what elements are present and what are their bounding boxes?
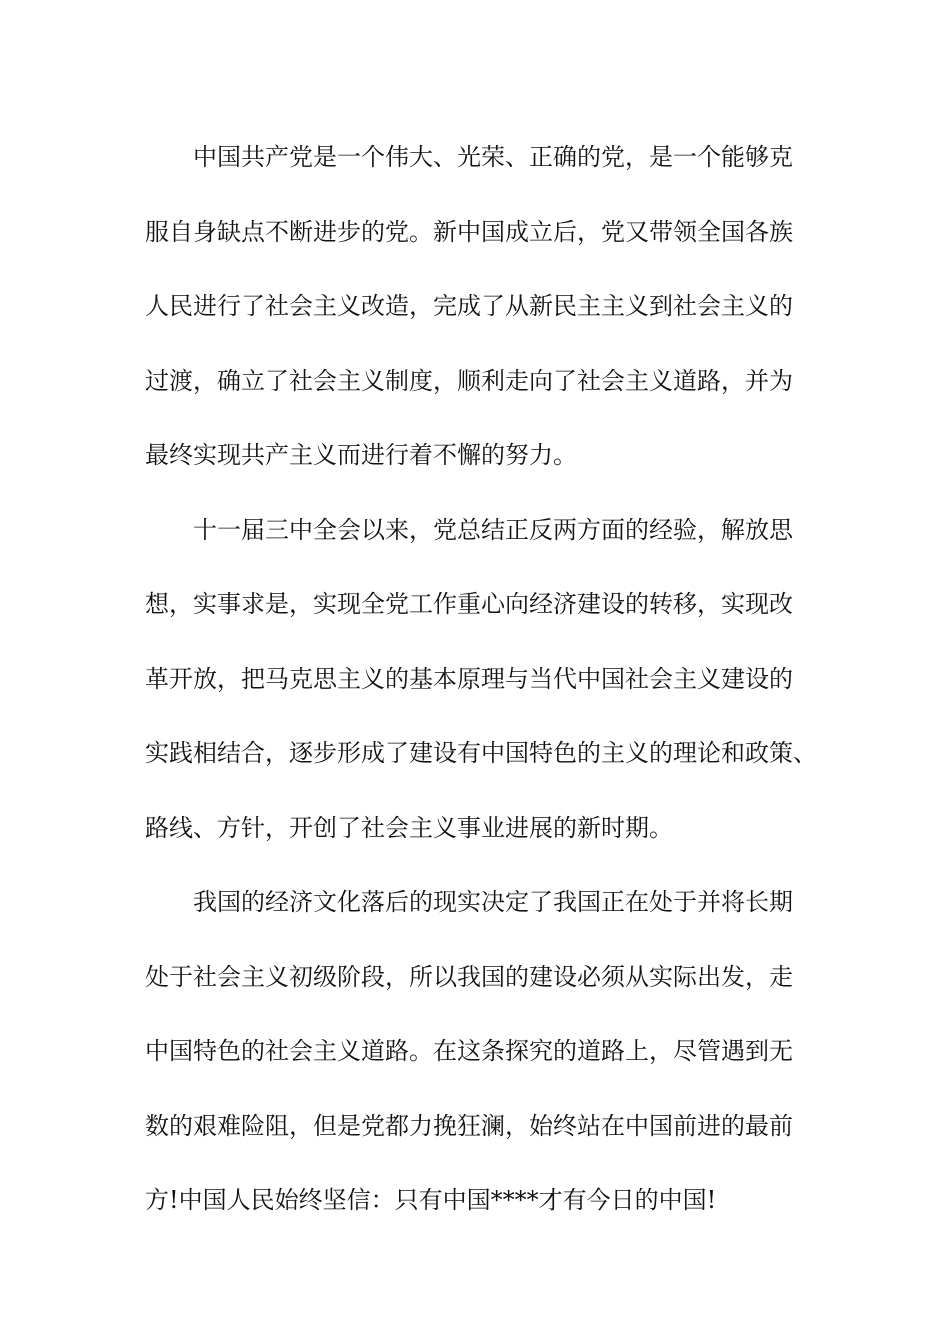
text-line: 数的艰难险阻，但是党都力挽狂澜，始终站在中国前进的最前	[145, 1111, 793, 1140]
text-line: 人民进行了社会主义改造，完成了从新民主主义到社会主义的	[145, 292, 793, 320]
document-body	[145, 120, 825, 1238]
text-line: 想，实事求是，实现全党工作重心向经济建设的转移，实现改	[145, 590, 793, 618]
text-line: 处于社会主义初级阶段，所以我国的建设必须从实际出发，走	[145, 962, 793, 991]
text-line: 最终实现共产主义而进行着不懈的努力。	[145, 441, 577, 469]
text-line: 实践相结合，逐步形成了建设有中国特色的主义的理论和政策、	[145, 739, 817, 767]
text-line: 方!中国人民始终坚信：只有中国****才有今日的中国!	[145, 1186, 717, 1214]
text-line: 中国共产党是一个伟大、光荣、正确的党，是一个能够克	[193, 143, 793, 171]
text-line: 路线、方针，开创了社会主义事业进展的新时期。	[145, 813, 673, 842]
text-line: 我国的经济文化落后的现实决定了我国正在处于并将长期	[193, 888, 793, 916]
text-line: 中国特色的社会主义道路。在这条探究的道路上，尽管遇到无	[145, 1037, 793, 1065]
paragraph-3	[145, 865, 825, 1238]
paragraph-2	[145, 493, 825, 866]
text-line: 过渡，确立了社会主义制度，顺利走向了社会主义道路，并为	[145, 366, 793, 395]
text-line: 十一届三中全会以来，党总结正反两方面的经验，解放思	[193, 515, 793, 544]
paragraph-1	[145, 120, 825, 493]
text-line: 革开放，把马克思主义的基本原理与当代中国社会主义建设的	[145, 664, 793, 693]
text-line: 服自身缺点不断进步的党。新中国成立后，党又带领全国各族	[145, 217, 793, 246]
